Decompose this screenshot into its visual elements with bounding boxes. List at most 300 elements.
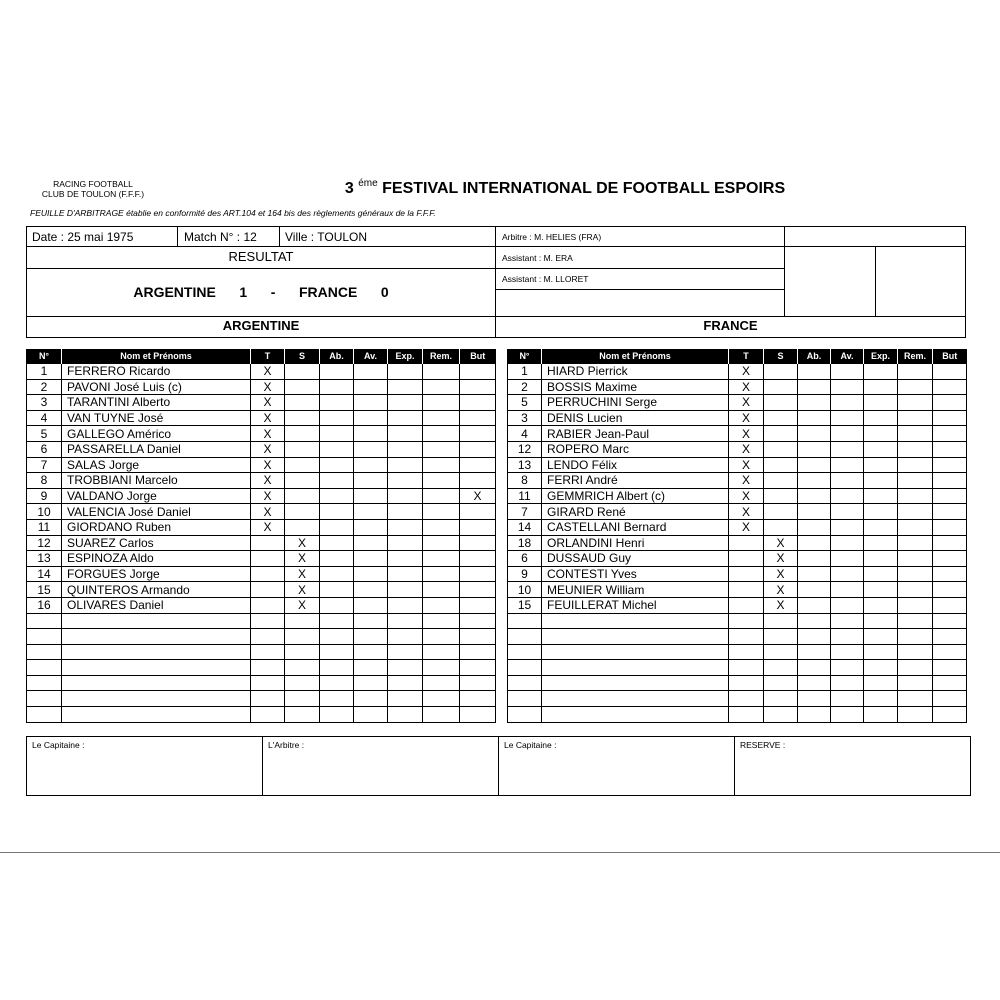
away-cell-s [764,379,798,395]
away-cell-t [729,597,764,613]
home-roster-row [27,707,496,723]
away-cell-t [729,691,764,707]
home-cell-rem [423,597,460,613]
away-cell-ab [798,582,831,598]
away-cell-av [831,707,864,723]
away-cell-rem [898,395,933,411]
home-roster-body [27,364,496,723]
home-cell-but [460,426,496,442]
away-cell-rem [898,535,933,551]
home-cell-name [62,613,251,629]
away-cell-number: 10 [508,582,542,598]
away-cell-number: 8 [508,473,542,489]
away-cell-number: 6 [508,551,542,567]
away-roster-row [508,410,967,426]
home-cell-t: X [251,441,285,457]
away-cell-s [764,675,798,691]
home-cell-exp [388,441,423,457]
away-cell-s [764,473,798,489]
away-cell-s [764,426,798,442]
away-cell-exp [864,582,898,598]
home-roster-row [27,488,496,504]
home-cell-ab [320,457,354,473]
home-cell-t: X [251,488,285,504]
away-cell-av [831,395,864,411]
away-cell-rem [898,629,933,645]
away-cell-exp [864,675,898,691]
home-cell-number: 4 [27,410,62,426]
home-cell-t [251,629,285,645]
home-cell-number: 9 [27,488,62,504]
away-cell-but [933,660,967,676]
home-cell-but [460,379,496,395]
home-cell-rem [423,629,460,645]
away-cell-name: LENDO Félix [542,457,729,473]
away-cell-but [933,597,967,613]
home-roster-row [27,457,496,473]
home-cell-s [285,379,320,395]
away-cell-exp [864,691,898,707]
away-cell-name: GEMMRICH Albert (c) [542,488,729,504]
home-cell-exp [388,629,423,645]
away-cell-number [508,613,542,629]
home-cell-exp [388,707,423,723]
away-cell-number [508,629,542,645]
home-cell-name: FERRERO Ricardo [62,364,251,380]
home-cell-ab [320,379,354,395]
home-cell-exp [388,519,423,535]
away-cell-ab [798,504,831,520]
home-cell-s [285,364,320,380]
home-cell-av [354,426,388,442]
away-cell-rem [898,379,933,395]
home-cell-rem [423,410,460,426]
away-cell-but [933,364,967,380]
away-cell-t [729,613,764,629]
away-cell-but [933,426,967,442]
home-roster-row [27,426,496,442]
home-cell-t: X [251,364,285,380]
home-cell-t [251,551,285,567]
home-cell-s [285,707,320,723]
home-cell-t: X [251,410,285,426]
home-cell-av [354,582,388,598]
away-cell-t [729,707,764,723]
away-cell-rem [898,691,933,707]
away-cell-number: 1 [508,364,542,380]
away-cell-number [508,644,542,660]
away-cell-s [764,395,798,411]
home-team-name: ARGENTINE [133,284,216,300]
away-cell-number: 12 [508,441,542,457]
home-cell-t: X [251,473,285,489]
home-col-header-exp: Exp. [388,349,423,364]
away-cell-name: CONTESTI Yves [542,566,729,582]
home-cell-exp [388,660,423,676]
away-cell-name: BOSSIS Maxime [542,379,729,395]
home-cell-number: 13 [27,551,62,567]
home-cell-name: VAN TUYNE José [62,410,251,426]
home-cell-s [285,441,320,457]
home-roster-row [27,473,496,489]
away-cell-av [831,629,864,645]
away-cell-s [764,488,798,504]
home-cell-but [460,660,496,676]
home-cell-number: 6 [27,441,62,457]
match-city: Ville : TOULON [285,230,368,244]
away-roster-row [508,535,967,551]
away-cell-t: X [729,519,764,535]
away-cell-rem [898,660,933,676]
home-cell-t [251,597,285,613]
home-cell-but [460,551,496,567]
home-cell-ab [320,426,354,442]
away-cell-ab [798,519,831,535]
home-cell-but [460,441,496,457]
home-roster-row [27,395,496,411]
away-cell-name: MEUNIER William [542,582,729,598]
away-cell-ab [798,644,831,660]
assistant-1-name: Assistant : M. ERA [502,253,573,263]
match-date: Date : 25 mai 1975 [32,230,134,244]
home-cell-name [62,644,251,660]
home-cell-name: GIORDANO Ruben [62,519,251,535]
home-cell-rem [423,566,460,582]
home-cell-exp [388,582,423,598]
home-cell-av [354,364,388,380]
home-cell-av [354,597,388,613]
away-cell-ab [798,551,831,567]
home-cell-exp [388,426,423,442]
away-cell-s [764,644,798,660]
home-cell-exp [388,613,423,629]
away-cell-number: 2 [508,379,542,395]
home-cell-name: QUINTEROS Armando [62,582,251,598]
home-cell-ab [320,441,354,457]
home-cell-number: 15 [27,582,62,598]
home-cell-s: X [285,535,320,551]
page-bottom-rule [0,852,1000,853]
away-cell-s [764,707,798,723]
away-cell-av [831,426,864,442]
away-cell-s [764,364,798,380]
home-cell-ab [320,364,354,380]
home-cell-ab [320,488,354,504]
away-cell-but [933,675,967,691]
home-cell-ab [320,582,354,598]
home-roster-row [27,597,496,613]
home-cell-t [251,691,285,707]
away-cell-rem [898,551,933,567]
away-cell-s: X [764,582,798,598]
club-line-1: RACING FOOTBALL [53,179,133,189]
away-cell-rem [898,519,933,535]
home-cell-exp [388,473,423,489]
home-cell-but [460,364,496,380]
away-cell-s [764,410,798,426]
away-cell-but [933,488,967,504]
home-roster-header-row [27,349,496,364]
away-roster-row [508,566,967,582]
home-col-header-but: But [460,349,496,364]
home-col-header-number: N° [27,349,62,364]
home-cell-t: X [251,519,285,535]
home-cell-s [285,488,320,504]
home-cell-rem [423,644,460,660]
away-cell-but [933,629,967,645]
home-cell-rem [423,488,460,504]
home-cell-but [460,675,496,691]
home-cell-name: VALENCIA José Daniel [62,504,251,520]
away-cell-rem [898,613,933,629]
away-cell-av [831,441,864,457]
away-cell-s: X [764,551,798,567]
away-col-header-exp: Exp. [864,349,898,364]
home-roster-table [26,349,496,723]
away-cell-ab [798,613,831,629]
home-cell-number: 5 [27,426,62,442]
away-cell-ab [798,457,831,473]
home-cell-av [354,441,388,457]
home-roster-row [27,582,496,598]
away-roster-row [508,488,967,504]
away-cell-rem [898,410,933,426]
home-roster-row [27,519,496,535]
home-cell-s [285,426,320,442]
home-cell-but [460,597,496,613]
away-cell-av [831,644,864,660]
away-cell-t: X [729,441,764,457]
away-cell-ab [798,597,831,613]
home-cell-s [285,644,320,660]
match-number: Match N° : 12 [184,230,257,244]
home-cell-av [354,379,388,395]
away-cell-av [831,551,864,567]
away-roster-header-row [508,349,967,364]
home-cell-number [27,660,62,676]
home-roster-row [27,535,496,551]
away-cell-rem [898,597,933,613]
away-cell-rem [898,426,933,442]
away-cell-ab [798,364,831,380]
home-cell-rem [423,582,460,598]
away-cell-but [933,504,967,520]
away-cell-exp [864,629,898,645]
away-roster-row [508,519,967,535]
away-cell-t [729,582,764,598]
home-cell-av [354,410,388,426]
away-cell-ab [798,473,831,489]
score-line [26,285,496,299]
away-cell-s: X [764,597,798,613]
away-cell-rem [898,504,933,520]
away-cell-t: X [729,457,764,473]
home-cell-av [354,566,388,582]
home-cell-name: ESPINOZA Aldo [62,551,251,567]
away-cell-exp [864,473,898,489]
away-cell-but [933,441,967,457]
away-cell-s [764,660,798,676]
away-cell-number: 3 [508,410,542,426]
home-cell-number: 8 [27,473,62,489]
away-cell-rem [898,707,933,723]
away-cell-exp [864,613,898,629]
home-cell-number [27,629,62,645]
home-cell-av [354,395,388,411]
away-cell-name: RABIER Jean-Paul [542,426,729,442]
score-separator: - [270,284,276,300]
away-cell-exp [864,566,898,582]
away-cell-av [831,364,864,380]
home-cell-t [251,660,285,676]
away-cell-exp [864,535,898,551]
home-cell-but [460,473,496,489]
away-cell-rem [898,473,933,489]
home-col-header-rem: Rem. [423,349,460,364]
home-cell-name [62,691,251,707]
home-cell-number: 1 [27,364,62,380]
home-cell-ab [320,660,354,676]
home-cell-s [285,504,320,520]
home-cell-rem [423,551,460,567]
away-cell-av [831,488,864,504]
away-cell-name: FERRI André [542,473,729,489]
home-cell-ab [320,613,354,629]
away-cell-exp [864,379,898,395]
away-cell-number: 15 [508,597,542,613]
home-cell-s [285,675,320,691]
home-cell-ab [320,691,354,707]
away-cell-rem [898,441,933,457]
home-roster-row [27,441,496,457]
away-cell-number: 4 [508,426,542,442]
home-cell-t [251,644,285,660]
referee-name: Arbitre : M. HELIES (FRA) [502,232,602,242]
home-cell-s [285,660,320,676]
home-cell-s: X [285,597,320,613]
home-cell-rem [423,707,460,723]
home-cell-number: 12 [27,535,62,551]
away-cell-av [831,519,864,535]
away-cell-exp [864,426,898,442]
home-roster-row [27,644,496,660]
home-cell-name [62,629,251,645]
home-team-header: ARGENTINE [222,318,300,333]
title-prefix: 3 [344,180,354,197]
away-cell-exp [864,551,898,567]
away-cell-ab [798,660,831,676]
away-cell-name [542,660,729,676]
home-col-header-t: T [251,349,285,364]
away-cell-t [729,675,764,691]
home-col-header-ab: Ab. [320,349,354,364]
away-cell-but [933,613,967,629]
away-col-header-av: Av. [831,349,864,364]
away-cell-s [764,519,798,535]
away-cell-ab [798,441,831,457]
away-cell-but [933,551,967,567]
away-cell-number: 9 [508,566,542,582]
away-roster-row [508,582,967,598]
home-cell-but [460,613,496,629]
home-cell-t: X [251,457,285,473]
home-cell-rem [423,535,460,551]
away-cell-rem [898,457,933,473]
away-roster-body [508,364,967,723]
away-cell-exp [864,707,898,723]
away-cell-av [831,613,864,629]
captain-away-signature: Le Capitaine : [504,740,557,750]
home-cell-but [460,535,496,551]
away-cell-ab [798,488,831,504]
away-cell-exp [864,457,898,473]
home-cell-exp [388,535,423,551]
away-cell-exp [864,519,898,535]
away-cell-rem [898,566,933,582]
away-cell-t [729,535,764,551]
away-cell-but [933,566,967,582]
home-cell-exp [388,504,423,520]
away-roster-row [508,457,967,473]
away-cell-ab [798,395,831,411]
home-cell-t: X [251,426,285,442]
home-cell-s [285,691,320,707]
home-col-header-av: Av. [354,349,388,364]
home-cell-but [460,519,496,535]
away-roster-row [508,644,967,660]
home-cell-exp [388,551,423,567]
away-cell-av [831,535,864,551]
away-cell-s [764,691,798,707]
away-cell-ab [798,566,831,582]
away-cell-name: DUSSAUD Guy [542,551,729,567]
home-roster-row [27,675,496,691]
home-cell-exp [388,691,423,707]
away-cell-name [542,707,729,723]
home-cell-ab [320,675,354,691]
away-cell-av [831,473,864,489]
away-cell-number [508,691,542,707]
away-cell-name: ORLANDINI Henri [542,535,729,551]
result-label: RESULTAT [228,249,294,264]
away-cell-but [933,410,967,426]
away-cell-exp [864,441,898,457]
home-cell-exp [388,597,423,613]
away-cell-av [831,675,864,691]
away-cell-ab [798,535,831,551]
away-cell-exp [864,364,898,380]
away-cell-name: CASTELLANI Bernard [542,519,729,535]
home-cell-but [460,582,496,598]
away-cell-rem [898,364,933,380]
home-cell-exp [388,364,423,380]
away-cell-ab [798,675,831,691]
away-cell-av [831,566,864,582]
away-cell-t: X [729,504,764,520]
home-cell-rem [423,426,460,442]
club-line-2: CLUB DE TOULON (F.F.F.) [41,189,145,199]
away-cell-exp [864,660,898,676]
home-cell-av [354,675,388,691]
away-cell-number: 11 [508,488,542,504]
home-score: 1 [239,284,248,300]
away-cell-av [831,597,864,613]
away-cell-rem [898,582,933,598]
home-cell-t [251,675,285,691]
home-cell-t [251,613,285,629]
home-cell-number [27,691,62,707]
home-cell-av [354,707,388,723]
